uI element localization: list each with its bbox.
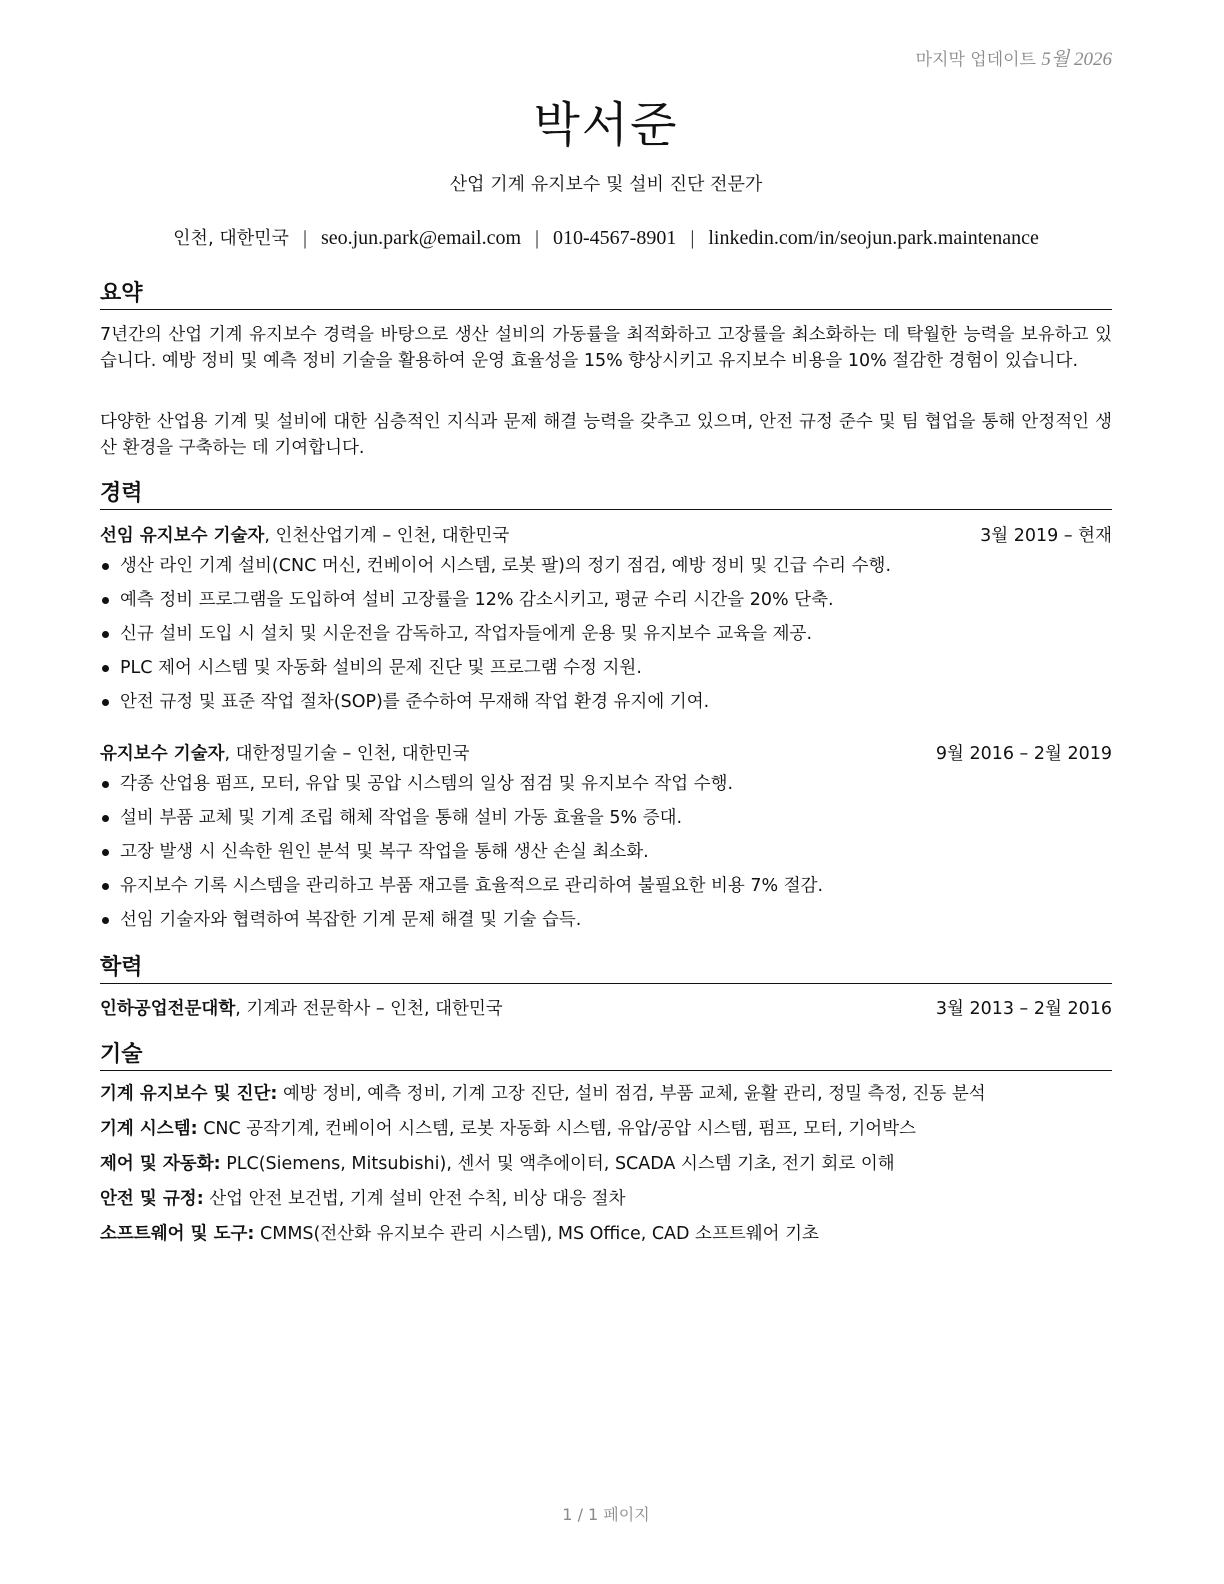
bullet-text: 예측 정비 프로그램을 도입하여 설비 고장률을 12% 감소시키고, 평균 수리 시간을 20% 단축. xyxy=(120,590,834,610)
bullet-text: PLC 제어 시스템 및 자동화 설비의 문제 진단 및 프로그램 수정 지원. xyxy=(120,658,642,678)
contact-separator: | xyxy=(690,227,695,249)
bullet-dot-icon xyxy=(102,815,109,822)
skill-values: 산업 안전 보건법, 기계 설비 안전 수칙, 비상 대응 절차 xyxy=(203,1189,626,1209)
section-heading-experience: 경력 xyxy=(100,476,1112,510)
bullet-text: 신규 설비 도입 시 설치 및 시운전을 감독하고, 작업자들에게 운용 및 유지보수 교육을 제공. xyxy=(120,624,813,644)
list-item xyxy=(100,553,1112,587)
job-dates: 3월 2019 – 현재 xyxy=(980,526,1112,546)
skill-row xyxy=(100,1221,1112,1256)
school-name: 인하공업전문대학 xyxy=(100,999,236,1019)
contact-separator: | xyxy=(302,227,307,249)
job-company: , 인천산업기계 – 인천, 대한민국 xyxy=(264,526,510,546)
last-updated xyxy=(916,44,1112,71)
bullet-text: 각종 산업용 펌프, 모터, 유압 및 공압 시스템의 일상 점검 및 유지보수 작업 수행. xyxy=(120,774,734,794)
page-number: 1 / 1 페이지 xyxy=(562,1505,650,1524)
job-company: , 대한정밀기술 – 인천, 대한민국 xyxy=(224,744,470,764)
bullet-dot-icon xyxy=(102,781,109,788)
contact-linkedin[interactable]: linkedin.com/in/seojun.park.maintenance xyxy=(708,227,1039,249)
candidate-name: 박서준 xyxy=(533,97,679,153)
list-item xyxy=(100,621,1112,655)
bullet-text: 안전 규정 및 표준 작업 절차(SOP)를 준수하여 무재해 작업 환경 유지에 기여. xyxy=(120,692,710,712)
job-header xyxy=(100,522,1112,547)
bullet-dot-icon xyxy=(102,665,109,672)
skills-list xyxy=(100,1081,1112,1256)
bullet-dot-icon xyxy=(102,631,109,638)
bullet-dot-icon xyxy=(102,699,109,706)
job-dates: 9월 2016 – 2월 2019 xyxy=(935,744,1112,764)
skill-values: CMMS(전산화 유지보수 관리 시스템), MS Office, CAD 소프트웨어 기초 xyxy=(254,1224,819,1244)
contact-location: 인천, 대한민국 xyxy=(173,228,289,249)
skill-values: PLC(Siemens, Mitsubishi), 센서 및 액추에이터, SCADA 시스템 기초, 전기 회로 이해 xyxy=(220,1154,895,1174)
bullet-text: 생산 라인 기계 설비(CNC 머신, 컨베이어 시스템, 로봇 팔)의 정기 점검, 예방 정비 및 긴급 수리 수행. xyxy=(120,556,892,576)
skill-row xyxy=(100,1151,1112,1186)
job-role: 유지보수 기술자 xyxy=(100,744,225,764)
contact-phone: 010-4567-8901 xyxy=(553,227,677,249)
list-item xyxy=(100,655,1112,689)
list-item xyxy=(100,873,1112,907)
last-updated-label: 마지막 업데이트 xyxy=(915,50,1036,70)
list-item xyxy=(100,907,1112,941)
list-item xyxy=(100,839,1112,873)
section-heading-education: 학력 xyxy=(100,950,1112,984)
bullet-text: 설비 부품 교체 및 기계 조립 해체 작업을 통해 설비 가동 효율을 5% 증대. xyxy=(120,808,683,828)
education-detail: , 기계과 전문학사 – 인천, 대한민국 xyxy=(235,999,503,1019)
bullet-text: 고장 발생 시 신속한 원인 분석 및 복구 작업을 통해 생산 손실 최소화. xyxy=(120,842,649,862)
bullet-text: 선임 기술자와 협력하여 복잡한 기계 문제 해결 및 기술 습득. xyxy=(120,910,582,930)
list-item xyxy=(100,771,1112,805)
education-entry xyxy=(100,995,1112,1020)
skill-values: 예방 정비, 예측 정비, 기계 고장 진단, 설비 점검, 부품 교체, 윤활 관리, 정밀 측정, 진동 분석 xyxy=(277,1084,986,1104)
skill-category: 소프트웨어 및 도구: xyxy=(100,1224,255,1244)
job-role: 선임 유지보수 기술자 xyxy=(100,526,265,546)
job-header xyxy=(100,740,1112,765)
skill-category: 기계 유지보수 및 진단: xyxy=(100,1084,278,1104)
skill-row xyxy=(100,1186,1112,1221)
skill-row xyxy=(100,1081,1112,1116)
bullet-dot-icon xyxy=(102,597,109,604)
contact-separator: | xyxy=(535,227,540,249)
bullet-dot-icon xyxy=(102,563,109,570)
last-updated-date: 5월 2026 xyxy=(1041,49,1112,70)
list-item xyxy=(100,689,1112,723)
contact-line xyxy=(100,224,1112,250)
candidate-title: 산업 기계 유지보수 및 설비 진단 전문가 xyxy=(449,174,763,195)
skill-category: 기계 시스템: xyxy=(100,1119,198,1139)
skill-values: CNC 공작기계, 컨베이어 시스템, 로봇 자동화 시스템, 유압/공압 시스템, 펌프, 모터, 기어박스 xyxy=(197,1119,916,1139)
job-bullets xyxy=(100,771,1112,941)
skill-category: 제어 및 자동화: xyxy=(100,1154,221,1174)
skill-row xyxy=(100,1116,1112,1151)
bullet-text: 유지보수 기록 시스템을 관리하고 부품 재고를 효율적으로 관리하여 불필요한 비용 7% 절감. xyxy=(120,876,824,896)
education-dates: 3월 2013 – 2월 2016 xyxy=(935,999,1112,1019)
summary-paragraph: 7년간의 산업 기계 유지보수 경력을 바탕으로 생산 설비의 가동률을 최적화하고 고장률을 최소화하는 데 탁월한 능력을 보유하고 있습니다. 예방 정비 및 예측 정비 기술을 활용하여 운영 효율성을 15% 향상시키고 유지보수 비용을 10% 절감한 경험이 있습니다. xyxy=(100,325,1112,371)
bullet-dot-icon xyxy=(102,917,109,924)
bullet-dot-icon xyxy=(102,883,109,890)
section-heading-summary: 요약 xyxy=(100,276,1112,310)
contact-email[interactable]: seo.jun.park@email.com xyxy=(320,227,521,249)
summary-paragraph: 다양한 산업용 기계 및 설비에 대한 심층적인 지식과 문제 해결 능력을 갖추고 있으며, 안전 규정 준수 및 팀 협업을 통해 안정적인 생산 환경을 구축하는 데 기여합니다. xyxy=(100,412,1112,458)
skill-category: 안전 및 규정: xyxy=(100,1189,204,1209)
section-heading-skills: 기술 xyxy=(100,1037,1112,1071)
list-item xyxy=(100,587,1112,621)
resume-page xyxy=(100,0,1112,1584)
bullet-dot-icon xyxy=(102,849,109,856)
job-bullets xyxy=(100,553,1112,723)
list-item xyxy=(100,805,1112,839)
